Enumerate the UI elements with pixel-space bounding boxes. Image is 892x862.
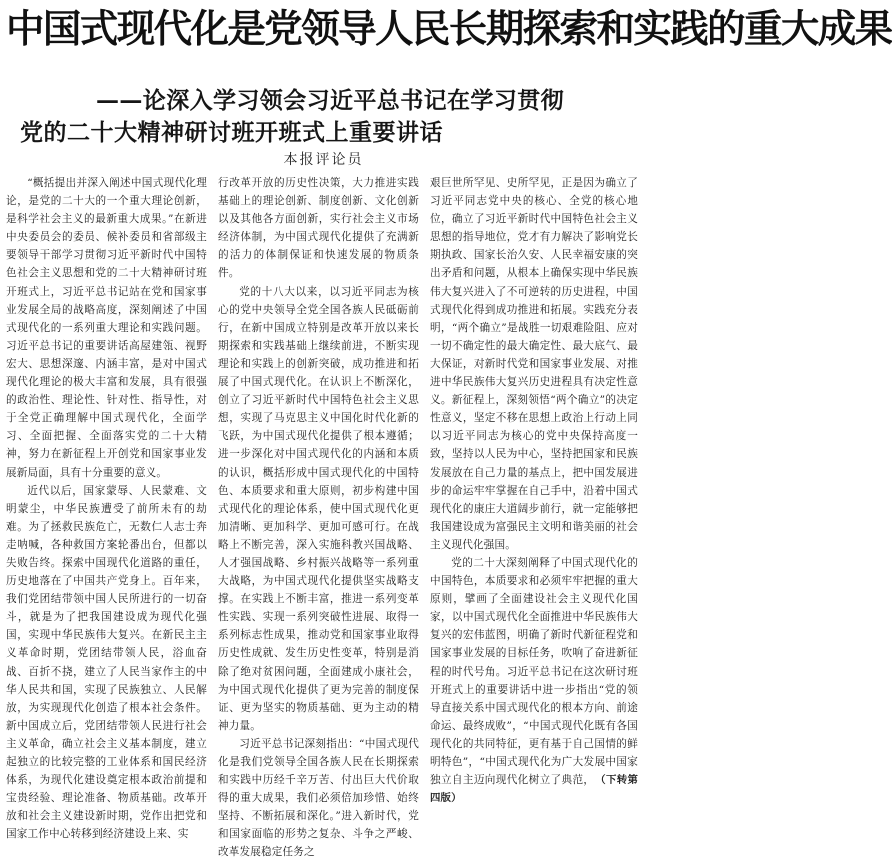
paragraph: 党的十八大以来，以习近平同志为核心的党中央领导全党全国各族人民砥砺前行，在新中国成立特别是改革开放以来长期探索和实践基础上继续前进，不断实现理论和实践上的创新突破，成功推进和拓展了中国式现代化。在认识上不断深化，创立了习近平新时代中国特色社会主义思想，实现了马克思主义中国化时代化新的飞跃，为中国式现代化提供了根本遵循；进一步深化对中国式现代化的内涵和本质的认识，概括形成中国式现代化的中国特色、本质要求和重大原则，初步构建中国式现代化的理论体系，使中国式现代化更加清晰、更加科学、更加可感可行。在战略上不断完善，深入实施科教兴国战略、人才强国战略、乡村振兴战略等一系列重大战略，为中国式现代化提供坚实战略支撑。在实践上不断丰富，推进一系列变革性实践、实现一系列突破性进展、取得一系列标志性成果，推动党和国家事业取得历史性成就、发生历史性变革，特别是消除了绝对贫困问题，全面建成小康社会，为中国式现代化提供了更为完善的制度保证、更为坚实的物质基础、更为主动的精神力量。	[218, 285, 419, 732]
subtitle-line-1: ——论深入学习领会习近平总书记在学习贯彻	[96, 87, 564, 114]
paragraph: 近代以后，国家蒙辱、人民蒙难、文明蒙尘，中华民族遭受了前所未有的劫难。为了拯救民族危亡，无数仁人志士奔走呐喊，各种救国方案轮番出台，但都以失败告终。探索中国现代化道路的重任，历史地落在了中国共产党身上。百年来，我们党团结带领中国人民所进行的一切奋斗，就是为了把我国建设成为现代化强国，实现中华民族伟大复兴。在新民主主义革命时期，党团结带领人民，浴血奋战、百折不挠，建立了人民当家作主的中华人民共和国，实现了民族独立、人民解放，为实现现代化创造了根本社会条件。新中国成立后，党团结带领人民进行社会主义革命，确立社会主义基本制度，建立起独立的比较完整的工业体系和国民经济体系，为现代化建设奠定根本政治前提和宝贵经验、理论准备、物质基础。改革开放和社会主义建设新时期，党作出把党和国家工作中心转移到经济建设上来、实	[6, 484, 207, 841]
byline: 本报评论员	[283, 152, 364, 168]
text-column-2	[218, 174, 419, 859]
paragraph	[430, 554, 638, 807]
continued-on-page-note: （下转第四版）	[430, 774, 638, 805]
paragraph: 行改革开放的历史性决策，大力推进实践基础上的理论创新、制度创新、文化创新以及其他各方面创新，实行社会主义市场经济体制，为中国式现代化提供了充满新的活力的体制保证和快速发展的物质条件。	[218, 177, 419, 280]
paragraph: “概括提出并深入阐述中国式现代化理论，是党的二十大的一个重大理论创新，是科学社会主义的最新重大成果。”在新进中央委员会的委员、候补委员和省部级主要领导干部学习贯彻习近平新时代中国特色社会主义思想和党的二十大精神研讨班开班式上，习近平总书记站在党和国家事业发展全局的战略高度，深刻阐述了中国式现代化的一系列重大理论和实践问题。习近平总书记的重要讲话高屋建瓴、视野宏大、思想深邃、内涵丰富，是对中国式现代化理论的极大丰富和发展，具有很强的政治性、理论性、针对性、指导性，对于全党正确理解中国式现代化，全面学习、全面把握、全面落实党的二十大精神，努力在新征程上开创党和国家事业发展新局面，具有十分重要的意义。	[6, 177, 207, 479]
text-column-1	[6, 174, 207, 841]
subtitle-line-2: 党的二十大精神研讨班开班式上重要讲话	[20, 119, 443, 146]
paragraph: 习近平总书记深刻指出：“中国式现代化是我们党领导全国各族人民在长期探索和实践中历经千辛万苦、付出巨大代价取得的重大成果，我们必须倍加珍惜、始终坚持、不断拓展和深化。”进入新时代，党和国家面临的形势之复杂、斗争之严峻、改革发展稳定任务之	[218, 737, 419, 859]
headline: 中国式现代化是党领导人民长期探索和实践的重大成果	[6, 7, 892, 52]
paragraph-text: 党的二十大深刻阐释了中国式现代化的中国特色，本质要求和必须牢牢把握的重大原则，擘画了全面建设社会主义现代化国家，以中国式现代化全面推进中华民族伟大复兴的宏伟蓝图，明确了新时代新征程党和国家事业发展的目标任务，吹响了奋进新征程的时代号角。习近平总书记在这次研讨班开班式上的重要讲话中进一步指出“党的领导直接关系中国式现代化的根本方向、前途命运、最终成败”，“中国式现代化既有各国现代化的共同特征，更有基于自己国情的鲜明特色”，“中国式现代化为广大发展中国家独立自主迈向现代化树立了典范，	[430, 556, 638, 787]
text-column-3	[430, 174, 638, 805]
paragraph: 艰巨世所罕见、史所罕见，正是因为确立了习近平同志党中央的核心、全党的核心地位，确立了习近平新时代中国特色社会主义思想的指导地位，党才有力解决了影响党长期执政、国家长治久安、人民幸福安康的突出矛盾和问题，从根本上确保实现中华民族伟大复兴进入了不可逆转的历史进程，中国式现代化得到成功推进和拓展。实践充分表明，“两个确立”是战胜一切艰难险阻、应对一切不确定性的最大确定性、最大底气、最大保证，对新时代党和国家事业发展、对推进中华民族伟大复兴历史进程具有决定性意义。新征程上，深刻领悟“两个确立”的决定性意义，坚定不移在思想上政治上行动上同以习近平同志为核心的党中央保持高度一致，坚持以人民为中心，坚持把国家和民族发展放在自己力量的基点上，把中国发展进步的命运牢牢掌握在自己手中，沿着中国式现代化的康庄大道阔步前行，就一定能够把我国建设成为富强民主文明和谐美丽的社会主义现代化强国。	[430, 177, 638, 551]
